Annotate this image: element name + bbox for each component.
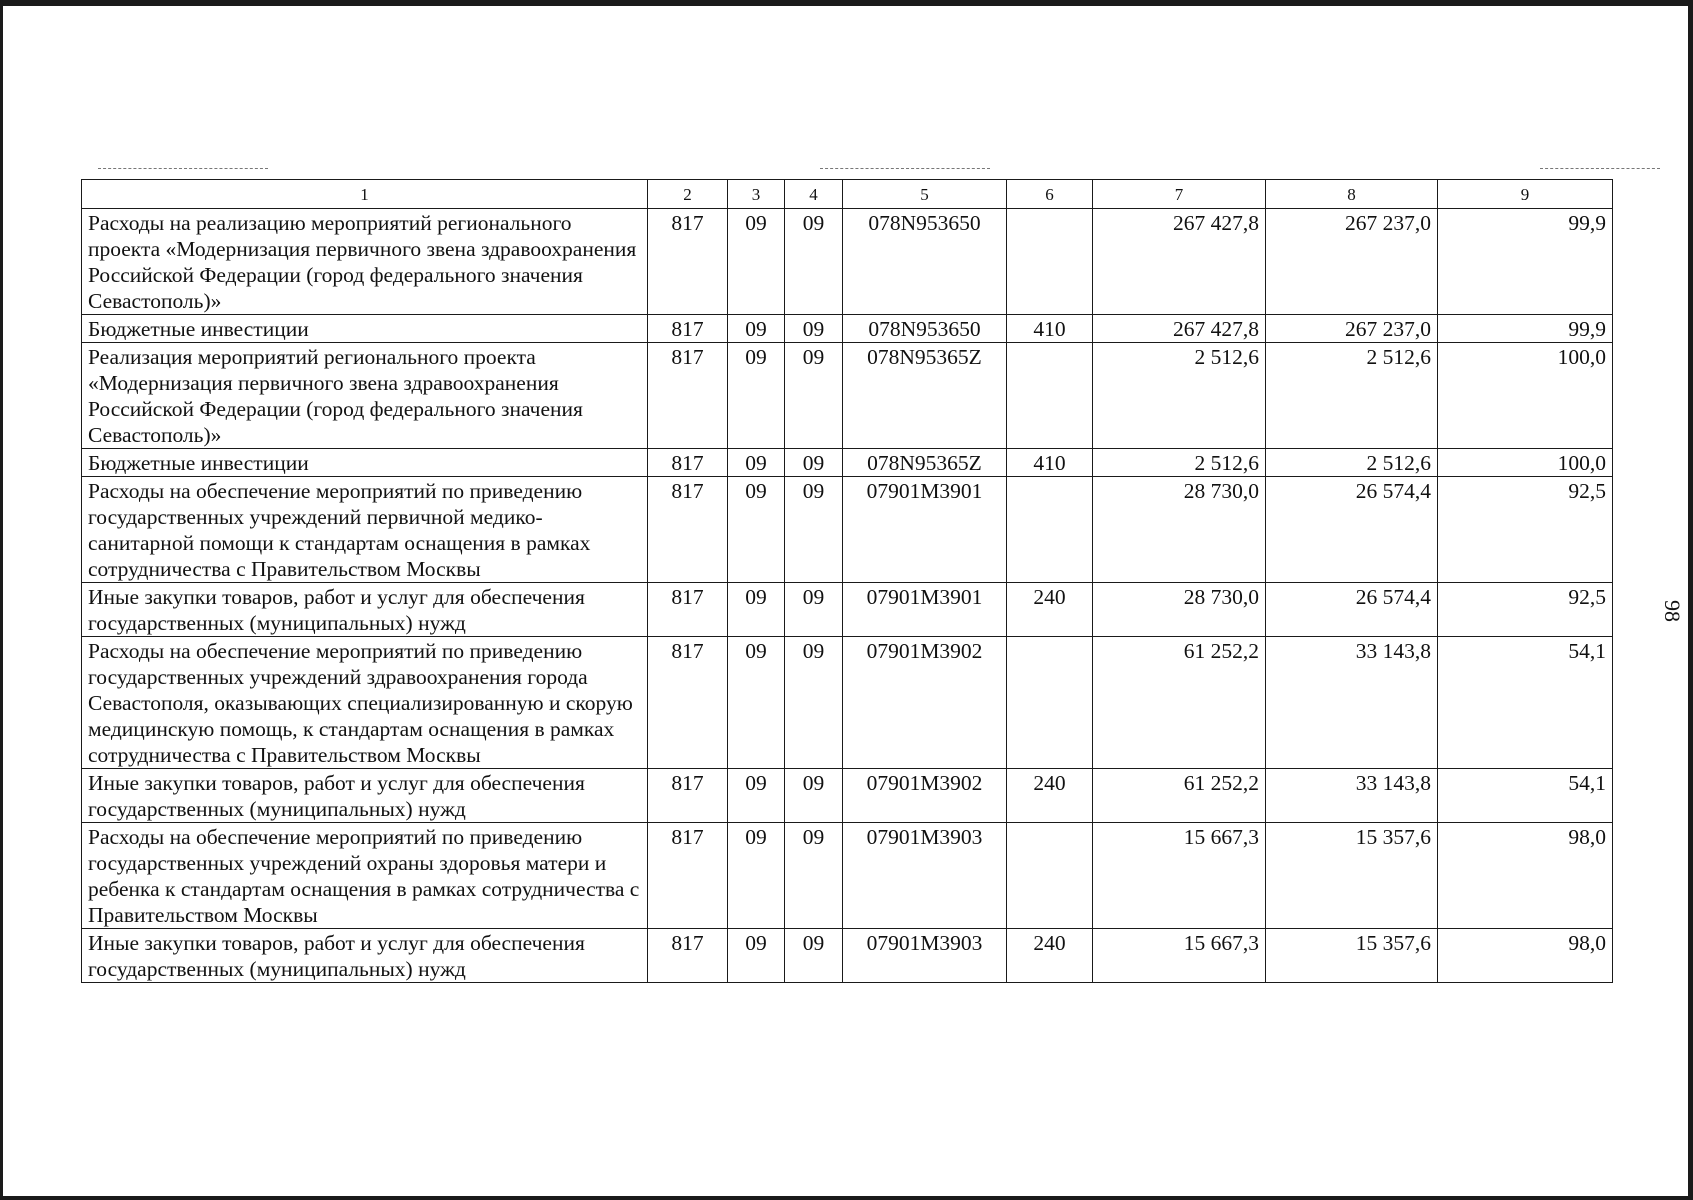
expense-name: Реализация мероприятий регионального проекта «Модернизация первичного звена здравоохранения Российской Федерации (город федерального значения Севастополь)» [82, 343, 648, 449]
expense-name: Бюджетные инвестиции [82, 449, 648, 477]
cell-col9: 92,5 [1438, 477, 1613, 583]
cell-col2: 817 [648, 637, 728, 769]
cell-col9: 98,0 [1438, 823, 1613, 929]
cell-col4: 09 [785, 823, 843, 929]
cell-col6 [1007, 209, 1093, 315]
cell-col2: 817 [648, 477, 728, 583]
cell-col6 [1007, 477, 1093, 583]
cell-col7: 28 730,0 [1093, 477, 1266, 583]
cell-col5: 07901M3903 [843, 823, 1007, 929]
cell-col4: 09 [785, 769, 843, 823]
cell-col7: 15 667,3 [1093, 929, 1266, 983]
table-row [82, 343, 1613, 449]
cell-col7: 28 730,0 [1093, 583, 1266, 637]
cell-col3: 09 [728, 583, 785, 637]
cell-col5: 07901M3901 [843, 583, 1007, 637]
table-row [82, 583, 1613, 637]
cell-col7: 61 252,2 [1093, 637, 1266, 769]
dashed-line [1540, 168, 1660, 169]
cell-col6: 410 [1007, 315, 1093, 343]
cell-col4: 09 [785, 583, 843, 637]
table-row [82, 769, 1613, 823]
cell-col3: 09 [728, 343, 785, 449]
cell-col6: 240 [1007, 583, 1093, 637]
column-header: 1 [82, 180, 648, 209]
cell-col4: 09 [785, 315, 843, 343]
column-header: 4 [785, 180, 843, 209]
cell-col3: 09 [728, 929, 785, 983]
cell-col4: 09 [785, 477, 843, 583]
column-header: 5 [843, 180, 1007, 209]
cell-col8: 15 357,6 [1266, 929, 1438, 983]
cell-col8: 33 143,8 [1266, 769, 1438, 823]
cell-col2: 817 [648, 929, 728, 983]
expense-name: Расходы на обеспечение мероприятий по приведению государственных учреждений здравоохранения города Севастополя, оказывающих специализированную и скорую медицинскую помощь, к стандартам оснащения в рамках сотрудничества с Правительством Москвы [82, 637, 648, 769]
table-row [82, 637, 1613, 769]
cell-col5: 07901M3902 [843, 769, 1007, 823]
cell-col7: 15 667,3 [1093, 823, 1266, 929]
expense-name: Иные закупки товаров, работ и услуг для обеспечения государственных (муниципальных) нужд [82, 929, 648, 983]
cell-col2: 817 [648, 209, 728, 315]
cell-col5: 078N953650 [843, 209, 1007, 315]
column-header: 9 [1438, 180, 1613, 209]
cell-col8: 2 512,6 [1266, 343, 1438, 449]
expense-name: Бюджетные инвестиции [82, 315, 648, 343]
cell-col7: 267 427,8 [1093, 209, 1266, 315]
cell-col8: 26 574,4 [1266, 477, 1438, 583]
cell-col9: 100,0 [1438, 343, 1613, 449]
cell-col9: 99,9 [1438, 315, 1613, 343]
column-header: 8 [1266, 180, 1438, 209]
cell-col2: 817 [648, 343, 728, 449]
cell-col6: 240 [1007, 929, 1093, 983]
cell-col3: 09 [728, 315, 785, 343]
cell-col7: 61 252,2 [1093, 769, 1266, 823]
cell-col2: 817 [648, 315, 728, 343]
cell-col8: 2 512,6 [1266, 449, 1438, 477]
cell-col5: 07901M3902 [843, 637, 1007, 769]
cell-col5: 078N95365Z [843, 449, 1007, 477]
cell-col4: 09 [785, 637, 843, 769]
cell-col8: 267 237,0 [1266, 209, 1438, 315]
dashed-line [98, 168, 268, 169]
table-row [82, 209, 1613, 315]
cell-col6 [1007, 637, 1093, 769]
cell-col3: 09 [728, 477, 785, 583]
cell-col9: 92,5 [1438, 583, 1613, 637]
cell-col4: 09 [785, 929, 843, 983]
page-number: 98 [1660, 600, 1685, 622]
cell-col3: 09 [728, 637, 785, 769]
cell-col4: 09 [785, 209, 843, 315]
cell-col3: 09 [728, 823, 785, 929]
cell-col4: 09 [785, 449, 843, 477]
cell-col2: 817 [648, 769, 728, 823]
cell-col5: 07901M3903 [843, 929, 1007, 983]
cell-col6: 410 [1007, 449, 1093, 477]
column-header: 2 [648, 180, 728, 209]
table-row [82, 315, 1613, 343]
expense-name: Иные закупки товаров, работ и услуг для обеспечения государственных (муниципальных) нужд [82, 769, 648, 823]
expense-name: Расходы на обеспечение мероприятий по приведению государственных учреждений охраны здоровья матери и ребенка к стандартам оснащения в рамках сотрудничества с Правительством Москвы [82, 823, 648, 929]
cell-col9: 54,1 [1438, 637, 1613, 769]
cell-col8: 267 237,0 [1266, 315, 1438, 343]
cell-col7: 2 512,6 [1093, 449, 1266, 477]
column-header: 3 [728, 180, 785, 209]
cell-col4: 09 [785, 343, 843, 449]
cell-col3: 09 [728, 769, 785, 823]
table-row [82, 449, 1613, 477]
cell-col8: 33 143,8 [1266, 637, 1438, 769]
cell-col9: 54,1 [1438, 769, 1613, 823]
cell-col8: 26 574,4 [1266, 583, 1438, 637]
cell-col6 [1007, 823, 1093, 929]
cell-col5: 07901M3901 [843, 477, 1007, 583]
cell-col5: 078N953650 [843, 315, 1007, 343]
table-row [82, 477, 1613, 583]
dashed-line [820, 168, 990, 169]
budget-table [81, 179, 1613, 983]
cell-col6 [1007, 343, 1093, 449]
cell-col7: 2 512,6 [1093, 343, 1266, 449]
expense-name: Иные закупки товаров, работ и услуг для обеспечения государственных (муниципальных) нужд [82, 583, 648, 637]
cell-col3: 09 [728, 449, 785, 477]
cell-col9: 99,9 [1438, 209, 1613, 315]
cell-col2: 817 [648, 823, 728, 929]
table-row [82, 929, 1613, 983]
expense-name: Расходы на обеспечение мероприятий по приведению государственных учреждений первичной медико-санитарной помощи к стандартам оснащения в рамках сотрудничества с Правительством Москвы [82, 477, 648, 583]
cell-col6: 240 [1007, 769, 1093, 823]
cell-col8: 15 357,6 [1266, 823, 1438, 929]
cell-col2: 817 [648, 583, 728, 637]
column-header: 7 [1093, 180, 1266, 209]
cell-col2: 817 [648, 449, 728, 477]
table-row [82, 823, 1613, 929]
cell-col5: 078N95365Z [843, 343, 1007, 449]
cell-col3: 09 [728, 209, 785, 315]
column-header: 6 [1007, 180, 1093, 209]
cell-col7: 267 427,8 [1093, 315, 1266, 343]
cell-col9: 100,0 [1438, 449, 1613, 477]
header-row [82, 180, 1613, 209]
expense-name: Расходы на реализацию мероприятий регионального проекта «Модернизация первичного звена здравоохранения Российской Федерации (город федерального значения Севастополь)» [82, 209, 648, 315]
cell-col9: 98,0 [1438, 929, 1613, 983]
